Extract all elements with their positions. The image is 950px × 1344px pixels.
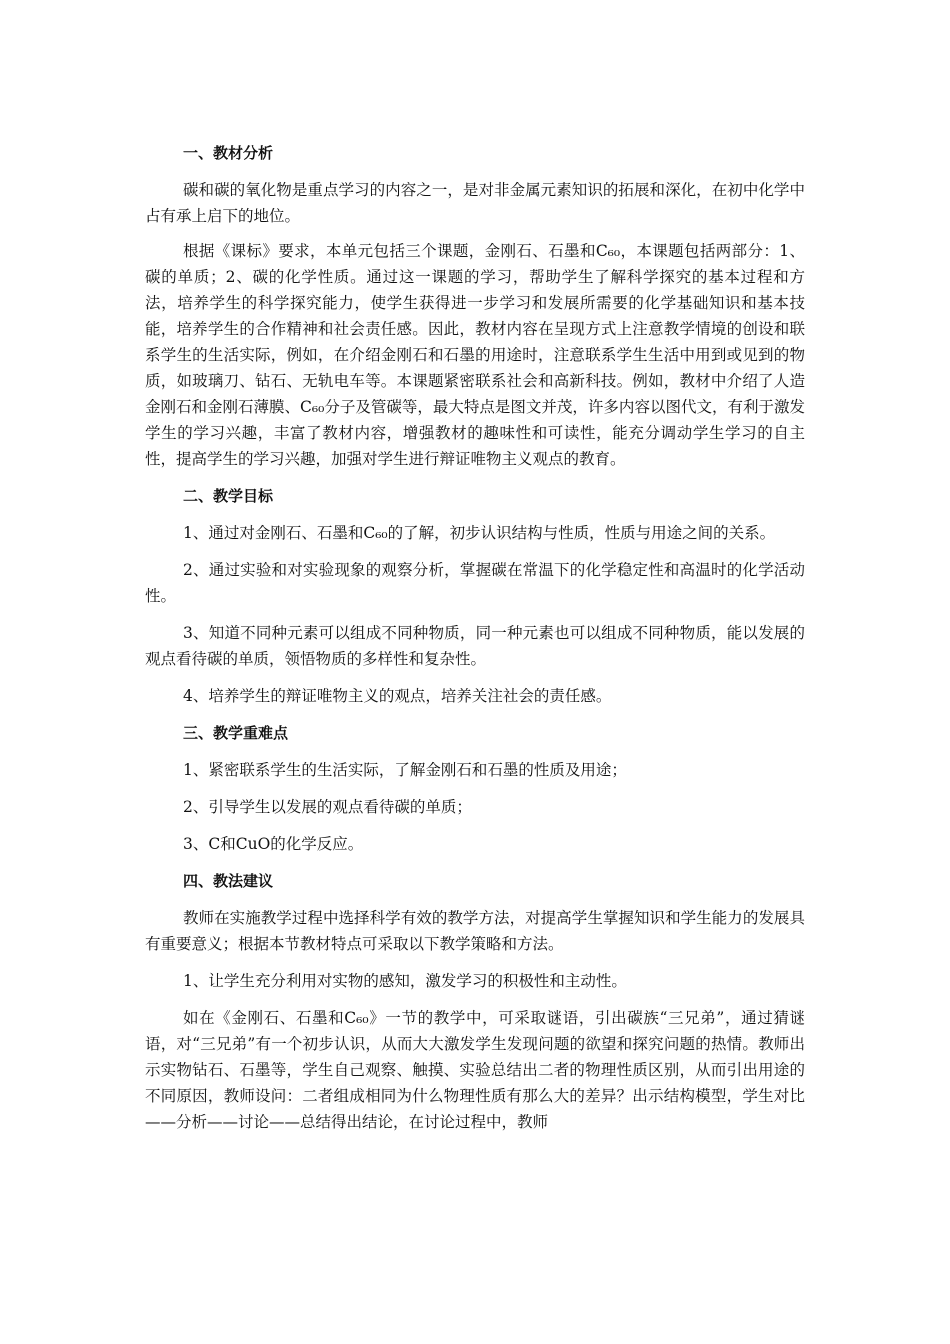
paragraph: 1、让学生充分利用对实物的感知，激发学习的积极性和主动性。 xyxy=(183,972,627,990)
section-heading: 二、教学目标 xyxy=(183,487,274,505)
section-heading: 四、教法建议 xyxy=(183,872,274,890)
paragraph: 4、培养学生的辩证唯物主义的观点，培养关注社会的责任感。 xyxy=(183,687,612,705)
paragraph: 碳和碳的氧化物是重点学习的内容之一，是对非金属元素知识的拓展和深化，在初中化学中占有承上启下的地位。 xyxy=(145,181,805,225)
paragraph: 1、紧密联系学生的生活实际，了解金刚石和石墨的性质及用途； xyxy=(183,761,627,779)
paragraph: 如在《金刚石、石墨和C₆₀》一节的教学中，可采取谜语，引出碳族“三兄弟”，通过猜谜语，对“三兄弟”有一个初步认识，从而大大激发学生发现问题的欲望和探究问题的热情。教师出示实物钻石、石墨等，学生自己观察、触摸、实验总结出二者的物理性质区别，从而引出用途的不同原因，教师设问：二者组成相同为什么物理性质有那么大的差异？出示结构模型，学生对比——分析——讨论——总结得出结论，在讨论过程中，教师 xyxy=(145,1009,805,1131)
paragraph: 教师在实施教学过程中选择科学有效的教学方法，对提高学生掌握知识和学生能力的发展具有重要意义；根据本节教材特点可采取以下教学策略和方法。 xyxy=(145,909,805,953)
section-heading: 三、教学重难点 xyxy=(183,724,289,742)
section-heading: 一、教材分析 xyxy=(183,144,274,162)
paragraph: 3、C和CuO的化学反应。 xyxy=(183,835,364,853)
paragraph: 2、引导学生以发展的观点看待碳的单质； xyxy=(183,798,472,816)
paragraph: 3、知道不同种元素可以组成不同种物质，同一种元素也可以组成不同种物质，能以发展的观点看待碳的单质，领悟物质的多样性和复杂性。 xyxy=(145,624,805,668)
paragraph: 2、通过实验和对实验现象的观察分析，掌握碳在常温下的化学稳定性和高温时的化学活动性。 xyxy=(145,561,805,605)
paragraph: 根据《课标》要求，本单元包括三个课题，金刚石、石墨和C₆₀，本课题包括两部分：1、碳的单质；2、碳的化学性质。通过这一课题的学习，帮助学生了解科学探究的基本过程和方法，培养学生的科学探究能力，使学生获得进一步学习和发展所需要的化学基础知识和基本技能，培养学生的合作精神和社会责任感。因此，教材内容在呈现方式上注意教学情境的创设和联系学生的生活实际，例如，在介绍金刚石和石墨的用途时，注意联系学生生活中用到或见到的物质，如玻璃刀、钻石、无轨电车等。本课题紧密联系社会和高新科技。例如，教材中介绍了人造金刚石和金刚石薄膜、C₆₀分子及管碳等，最大特点是图文并茂，许多内容以图代文，有利于激发学生的学习兴趣，丰富了教材内容，增强教材的趣味性和可读性，能充分调动学生学习的自主性，提高学生的学习兴趣，加强对学生进行辩证唯物主义观点的教育。 xyxy=(145,242,805,468)
paragraph: 1、通过对金刚石、石墨和C₆₀的了解，初步认识结构与性质，性质与用途之间的关系。 xyxy=(183,524,776,542)
document-body xyxy=(145,140,805,1135)
